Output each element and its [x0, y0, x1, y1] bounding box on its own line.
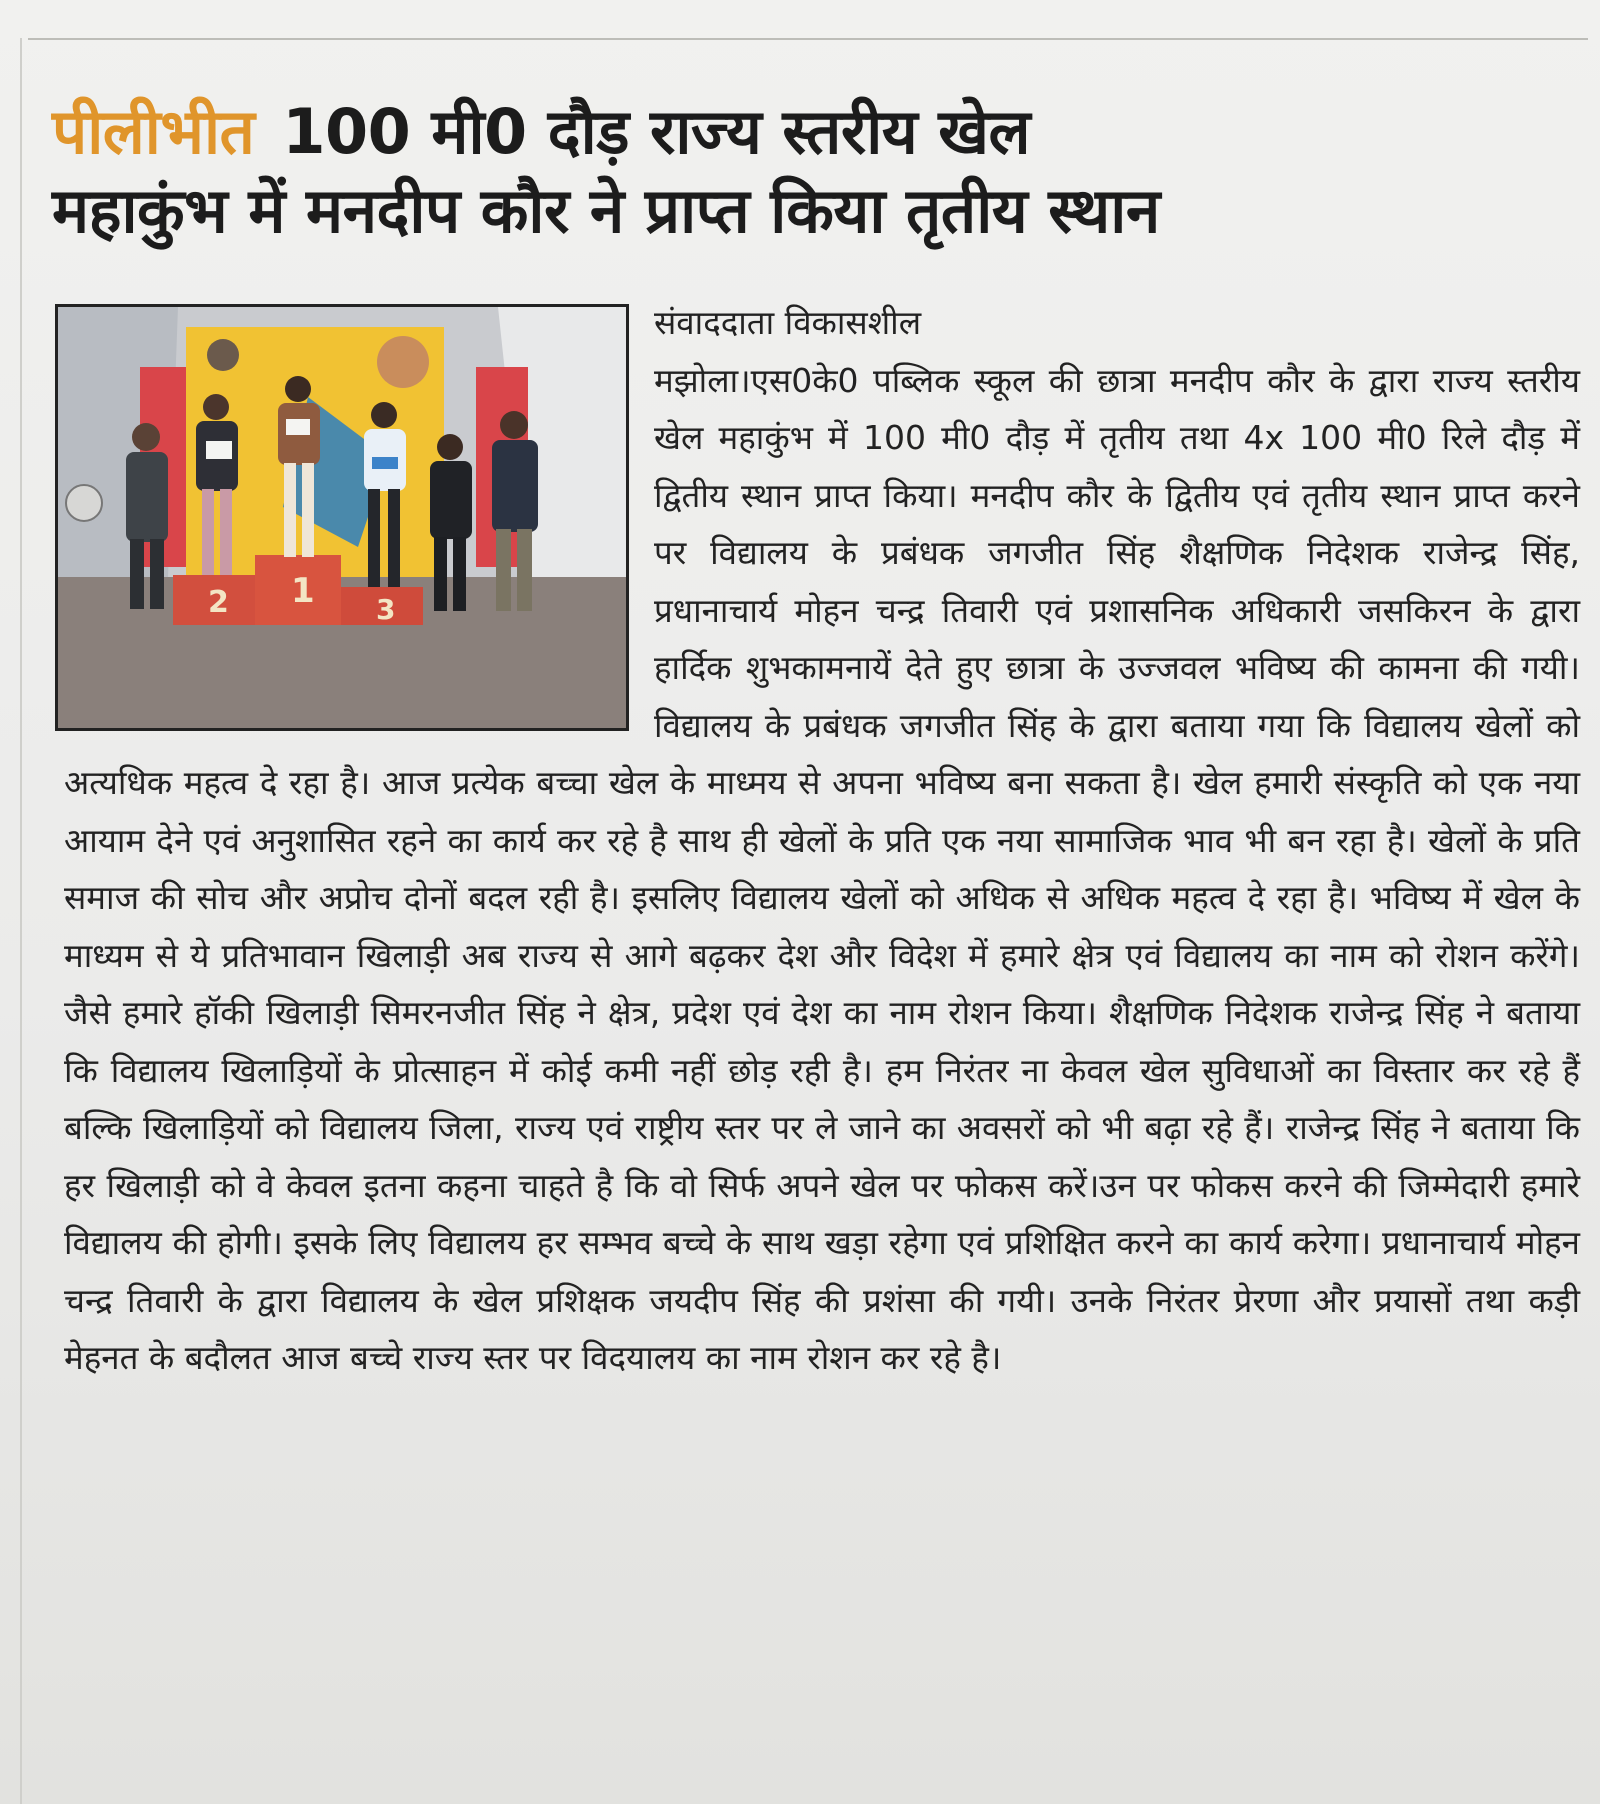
- photo-spacer: [64, 298, 654, 753]
- headline-line-2: महाकुंभ में मनदीप कौर ने प्राप्त किया तृतीय स्थान: [52, 174, 1160, 248]
- page-edge: [28, 38, 1588, 40]
- headline-text-1: 100 मी0 दौड़ राज्य स्तरीय खेल: [282, 95, 1031, 168]
- byline: संवाददाता विकासशील: [654, 303, 922, 342]
- page-edge: [20, 38, 22, 1804]
- podium-number-1: 1: [291, 571, 315, 611]
- headline-line-1: [52, 92, 1582, 171]
- podium-number-2: 2: [208, 585, 229, 620]
- article-paragraph: मझोला।एस0के0 पब्लिक स्कूल की छात्रा मनदीप कौर के द्वारा राज्य स्तरीय खेल महाकुंभ में 100 मी0 दौड़ में तृतीय तथा 4x 100 मी0 रिले दौड़ में द्वितीय स्थान प्राप्त किया। मनदीप कौर के द्वितीय एवं तृतीय स्थान प्राप्त करने पर विद्यालय के प्रबंधक जगजीत सिंह शैक्षणिक निदेशक राजेन्द्र सिंह, प्रधानाचार्य मोहन चन्द्र तिवारी एवं प्रशासनिक अधिकारी जसकिरन के द्वारा हार्दिक शुभकामनायें देते हुए छात्रा के उज्जवल भविष्य की कामना की गयी। विद्यालय के प्रबंधक जगजीत सिंह के द्वारा बताया गया कि विद्यालय खेलों को अत्यधिक महत्व दे रहा है। आज प्रत्येक बच्चा खेल के माध्मय से अपना भविष्य बना सकता है। खेल हमारी संस्कृति को एक नया आयाम देने एवं अनुशासित रहने का कार्य कर रहे है साथ ही खेलों के प्रति एक नया सामाजिक भाव भी बन रहा है। खेलों के प्रति समाज की सोच और अप्रोच दोनों बदल रही है। इसलिए विद्यालय खेलों को अधिक से अधिक महत्व दे रहा है। भविष्य में खेल के माध्यम से ये प्रतिभावान खिलाड़ी अब राज्य से आगे बढ़कर देश और विदेश में हमारे क्षेत्र एवं विद्यालय का नाम को रोशन करेंगे। जैसे हमारे हॉकी खिलाड़ी सिमरनजीत सिंह ने क्षेत्र, प्रदेश एवं देश का नाम रोशन किया। शैक्षणिक निदेशक राजेन्द्र सिंह ने बताया कि विद्यालय खिलाड़ियों के प्रोत्साहन में कोई कमी नहीं छोड़ रही है। हम निरंतर ना केवल खेल सुविधाओं का विस्तार कर रहे हैं बल्कि खिलाड़ियों को विद्यालय जिला, राज्य एवं राष्ट्रीय स्तर पर ले जाने का अवसरों को भी बढ़ा रहे हैं। राजेन्द्र सिंह ने बताया कि हर खिलाड़ी को वे केवल इतना कहना चाहते है कि वो सिर्फ अपने खेल पर फोकस करें।उन पर फोकस करने की जिम्मेदारी हमारे विद्यालय की होगी। इसके लिए विद्यालय हर सम्भव बच्चे के साथ खड़ा रहेगा एवं प्रशिक्षित करने का कार्य करेगा। प्रधानाचार्य मोहन चन्द्र तिवारी के द्वारा विद्यालय के खेल प्रशिक्षक जयदीप सिंह की प्रशंसा की गयी। उनके निरंतर प्रेरणा और प्रयासों तथा कड़ी मेहनत के बदौलत आज बच्चे राज्य स्तर पर विदयालय का नाम रोशन कर रहे है।: [64, 360, 1580, 1377]
- podium-number-3: 3: [376, 593, 396, 626]
- location-label: पीलीभीत: [52, 95, 255, 168]
- headline: [52, 92, 1582, 251]
- article-body: [64, 298, 1580, 1387]
